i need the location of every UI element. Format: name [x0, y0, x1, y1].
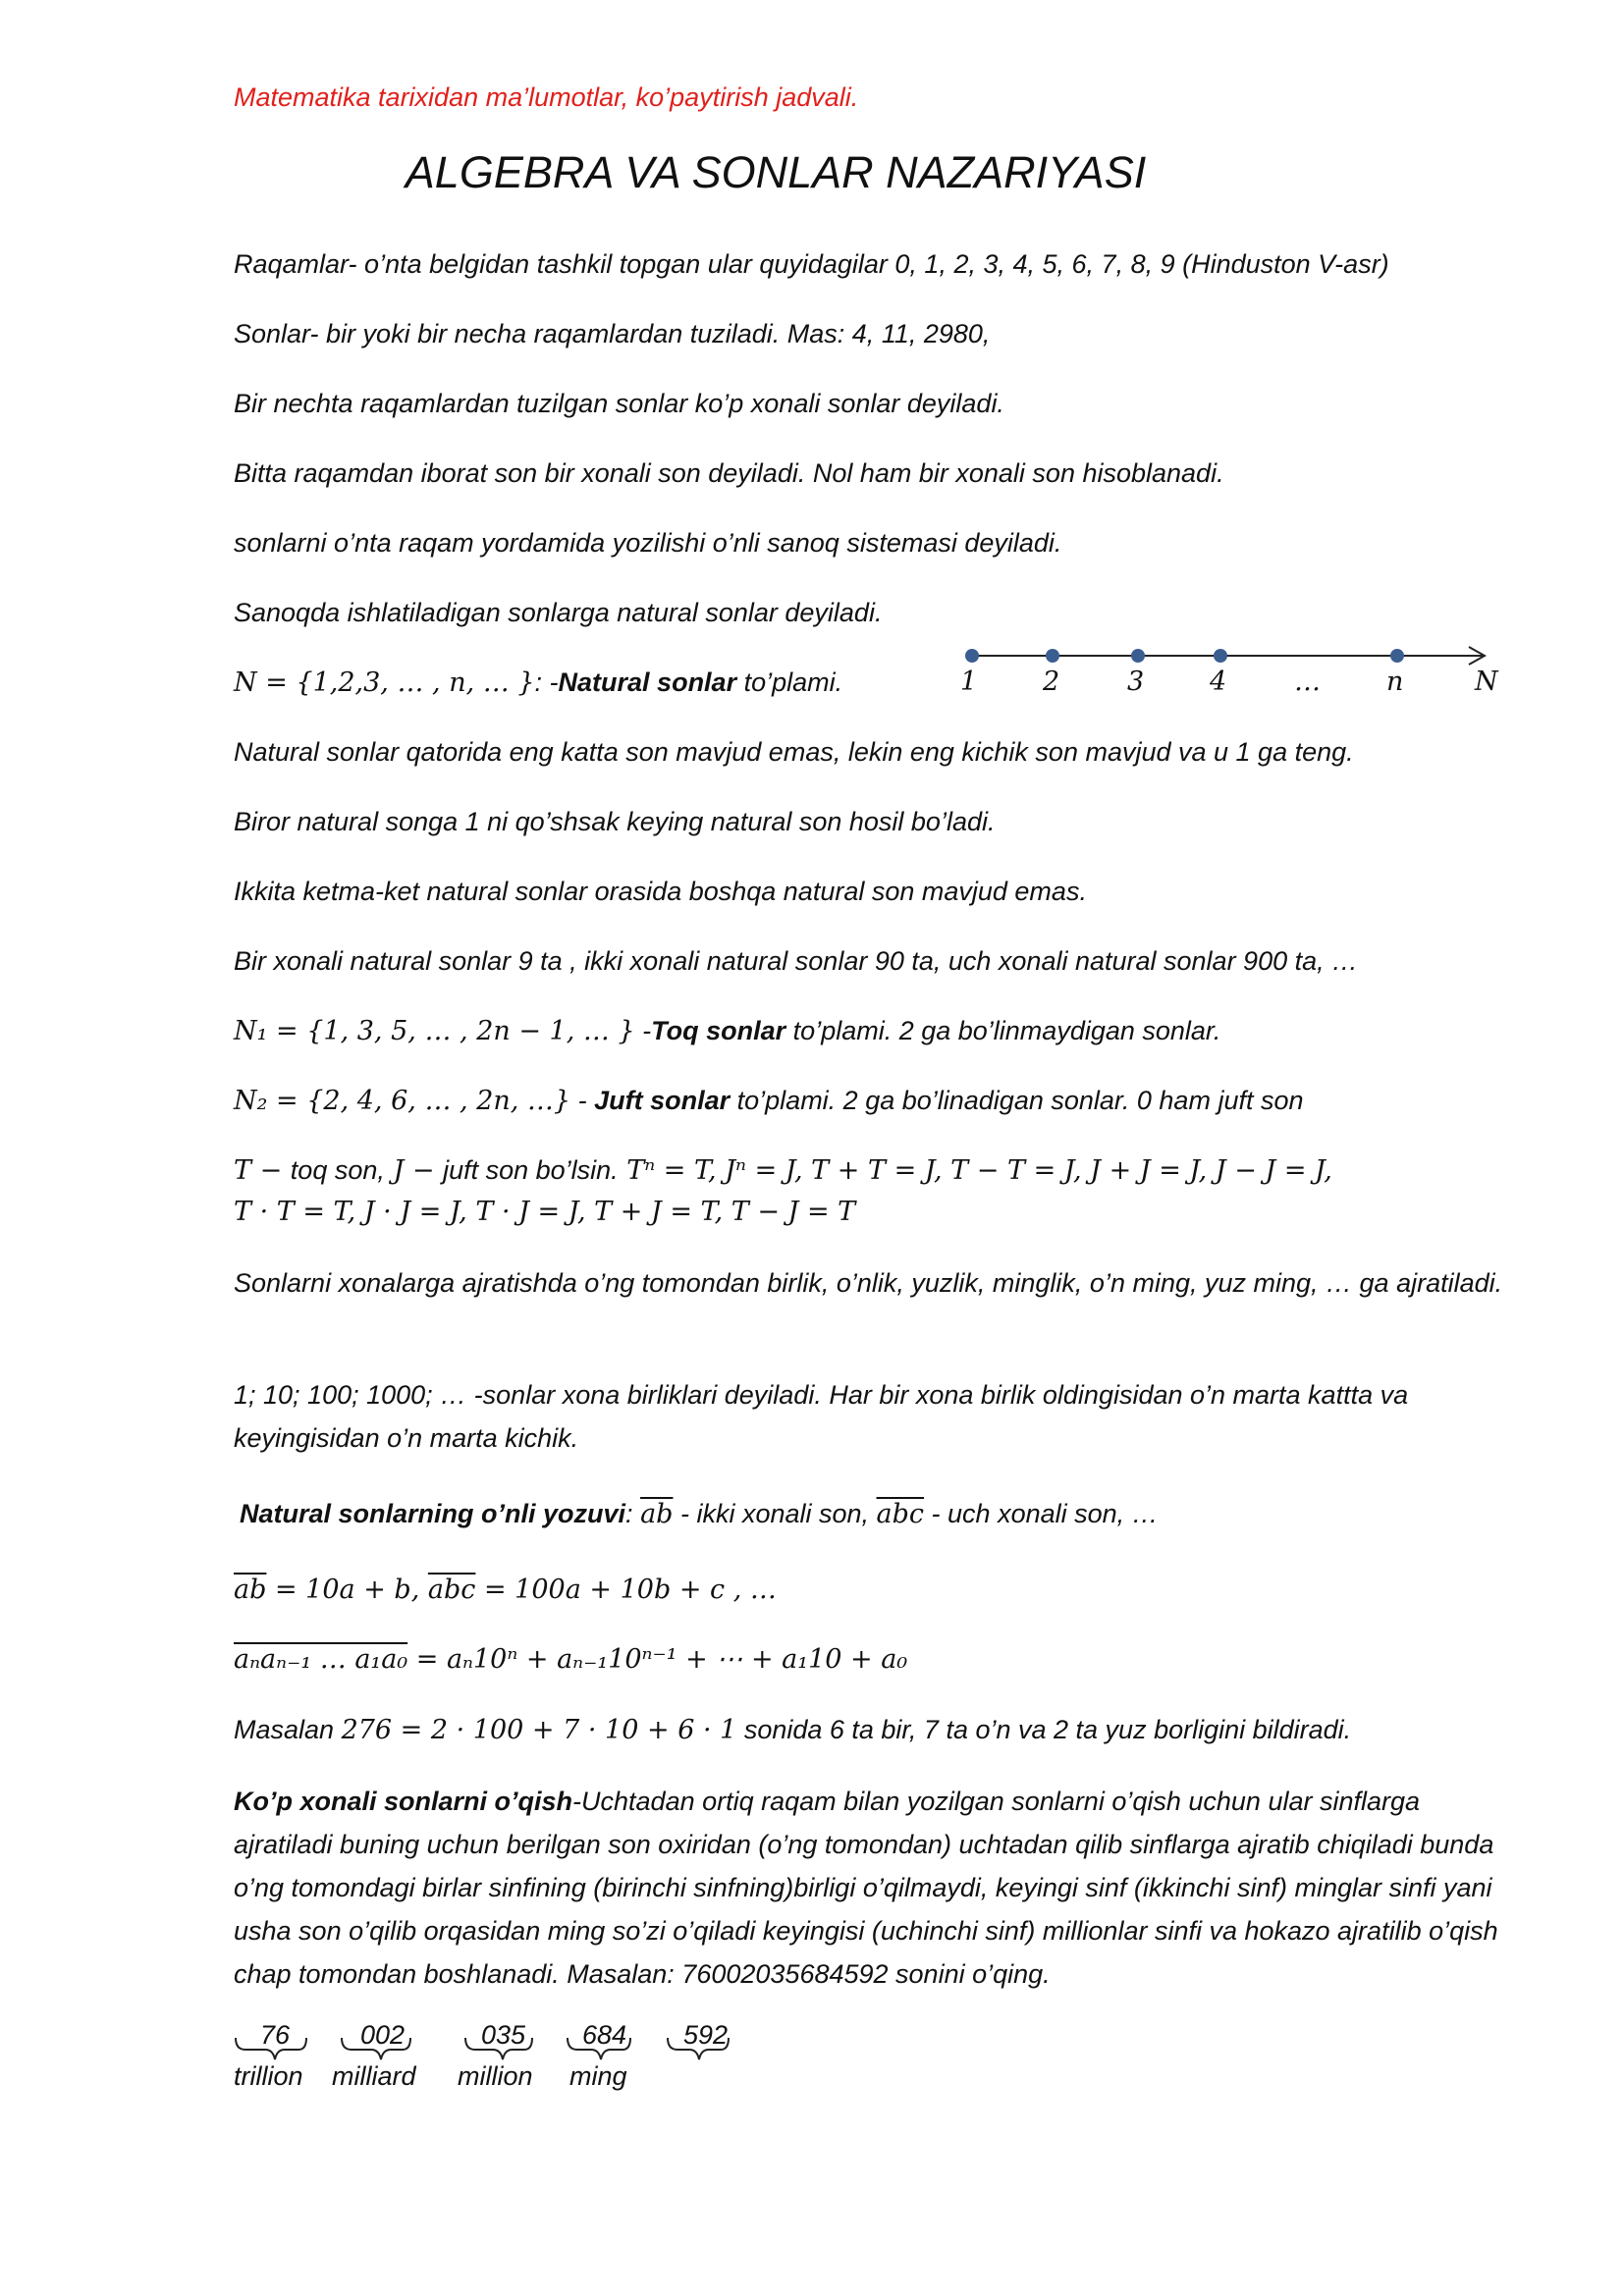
f1-abc: $\overline{abc}$ — [427, 1575, 476, 1605]
group-name-ming: ming — [569, 2061, 627, 2091]
toq-sep: - — [634, 1016, 652, 1045]
masalan-label: Masalan — [234, 1715, 342, 1744]
line-bitta: Bitta raqamdan iborat son bir xonali son deyiladi. Nol ham bir xonali son hisoblanadi. — [234, 458, 1224, 488]
group-name-trillion: trillion — [234, 2061, 303, 2091]
line-xonali-soni: Bir xonali natural sonlar 9 ta , ikki xonali natural sonlar 90 ta, uch xonali natural sonlar 900 ta, … — [234, 946, 1359, 976]
line-onli-sanoq: sonlarni o’nta raqam yordamida yozilishi o’nli sanoq sistemasi deyiladi. — [234, 528, 1062, 558]
f2-expansion: = aₙ10ⁿ + aₙ₋₁10ⁿ⁻¹ + ⋯ + a₁10 + a₀ — [407, 1644, 908, 1675]
nl-label-n: n — [1386, 667, 1404, 697]
toq-set-formula: N₁ = {1, 3, 5, … , 2n − 1, … } — [234, 1016, 635, 1046]
toq-tail: to’plami. 2 ga bo’linmaydigan sonlar. — [785, 1016, 1221, 1045]
group-digits-million: 035 — [481, 2020, 526, 2050]
masalan-text: sonida 6 ta bir, 7 ta o’n va 2 ta yuz borligini bildiradi. — [736, 1715, 1352, 1744]
group-digits-milliard: 002 — [360, 2020, 406, 2050]
f1-eq-a: = 10a + b, — [266, 1575, 428, 1605]
group-name-million: million — [458, 2061, 533, 2091]
group-name-milliard: milliard — [332, 2061, 416, 2091]
group-digits-last: 592 — [683, 2020, 729, 2050]
line-tj-rules-1 — [234, 1148, 1332, 1193]
line-juft-sonlar — [234, 1079, 1304, 1123]
juft-set-formula: N₂ = {2, 4, 6, … , 2n, …} — [234, 1086, 571, 1116]
nl-label-ellipsis: … — [1294, 667, 1321, 697]
natural-set-formula: N = {1,2,3, … , n, … } — [234, 667, 535, 698]
line-masalan — [234, 1708, 1351, 1752]
masalan-formula: 276 = 2 · 100 + 7 · 10 + 6 · 1 — [341, 1715, 737, 1745]
nl-label-4: 4 — [1210, 667, 1227, 697]
group-digits-ming: 684 — [582, 2020, 627, 2050]
natural-set-tail: to’plami. — [736, 667, 843, 697]
line-sanoqda: Sanoqda ishlatiladigan sonlarga natural sonlar deyiladi. — [234, 598, 883, 627]
header-note: Matematika tarixidan ma’lumotlar, ko’paytirish jadvali. — [234, 82, 859, 112]
nl-label-N: N — [1475, 667, 1498, 697]
juft-bold: Juft sonlar — [594, 1086, 731, 1115]
line-tj-rules-2: T · T = T, J · J = J, T · J = J, T + J = T, T − J = T — [234, 1197, 856, 1227]
ikki-xonali-text: - ikki xonali son, — [673, 1499, 877, 1528]
brace-last — [668, 2038, 729, 2059]
uch-xonali-text: - uch xonali son, … — [924, 1499, 1159, 1528]
line-ikkita: Ikkita ketma-ket natural sonlar orasida boshqa natural son mavjud emas. — [234, 877, 1087, 906]
juft-sep: - — [570, 1086, 595, 1115]
tj-toq-son: toq son, — [290, 1155, 385, 1185]
line-biror: Biror natural songa 1 ni qo’shsak keying natural son hosil bo’ladi. — [234, 807, 996, 836]
koq-text: -Uchtadan ortiq raqam bilan yozilgan sonlarni o’qish uchun ular sinflarga ajratiladi buning uchun berilgan son oxiridan (o’ng tomondan) uchtadan qilib sinflarga ajratib chiqiladi bunda o’ng tomondagi birlar sinfining (birinchi sinfning)birligi o’qilmaydi, keyingi sinf (ikkinchi sinf) minglar sinfi yani usha son o’qilib orqasidan ming so’zi o’qiladi keyingisi (uchinchi sinf) millionlar sinfi va hokazo ajratilib o’qish chap tomondan boshlanadi. Masalan: 76002035684592 sonini o’qing. — [234, 1787, 1498, 1989]
line-raqamlar: Raqamlar- o’nta belgidan tashkil topgan ular quyidagilar 0, 1, 2, 3, 4, 5, 6, 7, 8, 9 (Hinduston V-asr) — [234, 249, 1389, 279]
line-ko-p-xonali: Bir nechta raqamlardan tuzilgan sonlar ko’p xonali sonlar deyiladi. — [234, 389, 1004, 418]
tj-T: T − — [234, 1155, 291, 1186]
line-eng-katta: Natural sonlar qatorida eng katta son mavjud emas, lekin eng kichik son mavjud va u 1 ga teng. — [234, 737, 1354, 767]
formula-ab-abc — [234, 1569, 777, 1612]
f2-overline-number: aₙaₙ₋₁ … a₁a₀ — [234, 1644, 408, 1675]
onli-yozuvi-bold: Natural sonlarning o’nli yozuvi — [240, 1499, 626, 1528]
f1-eq-b: = 100a + 10b + c , … — [475, 1575, 777, 1605]
natural-set-bold: Natural sonlar — [558, 667, 737, 697]
line-onli-yozuvi — [240, 1492, 1159, 1536]
line-natural-set — [234, 661, 842, 705]
line-xonalarga: Sonlarni xonalarga ajratishda o’ng tomondan birlik, o’nlik, yuzlik, minglik, o’n ming, yuz ming, … ga ajratiladi. — [234, 1268, 1503, 1298]
brace-milliard — [342, 2038, 410, 2059]
koq-bold: Ko’p xonali sonlarni o’qish — [234, 1787, 573, 1816]
brace-million — [465, 2038, 532, 2059]
line-sonlar: Sonlar- bir yoki bir necha raqamlardan tuziladi. Mas: 4, 11, 2980, — [234, 319, 991, 348]
ab-overline: $\overline{ab}$ — [640, 1499, 674, 1529]
line-toq-sonlar — [234, 1009, 1220, 1053]
juft-tail: to’plami. 2 ga bo’linadigan sonlar. 0 ham juft son — [730, 1086, 1304, 1115]
paragraph-koq — [234, 1780, 1520, 1996]
nl-label-1: 1 — [960, 667, 978, 697]
page-title: ALGEBRA VA SONLAR NAZARIYASI — [405, 147, 1147, 197]
brace-ming — [568, 2038, 630, 2059]
tj-J: J − — [384, 1155, 444, 1186]
toq-bold: Toq sonlar — [651, 1016, 786, 1045]
natural-set-sep: : - — [534, 667, 559, 697]
group-digits-trillion: 76 — [260, 2020, 291, 2050]
tj-rules-formula: Tⁿ = T, Jⁿ = J, T + T = J, T − T = J, J + J = J, J − J = J, — [618, 1155, 1332, 1186]
line-xona-birliklari: 1; 10; 100; 1000; … -sonlar xona birliklari deyiladi. Har bir xona birlik oldingisidan o’n marta kattta va keyingisidan o’n marta kichik. — [234, 1380, 1409, 1453]
brace-trillion — [236, 2038, 306, 2059]
formula-general — [234, 1638, 907, 1682]
onli-yozuvi-colon: : — [625, 1499, 641, 1528]
abc-overline: $\overline{abc}$ — [876, 1499, 925, 1529]
tj-juft-son: juft son bo’lsin. — [443, 1155, 619, 1185]
nl-label-2: 2 — [1043, 667, 1060, 697]
nl-label-3: 3 — [1127, 667, 1145, 697]
f1-ab: $\overline{ab}$ — [234, 1575, 267, 1605]
